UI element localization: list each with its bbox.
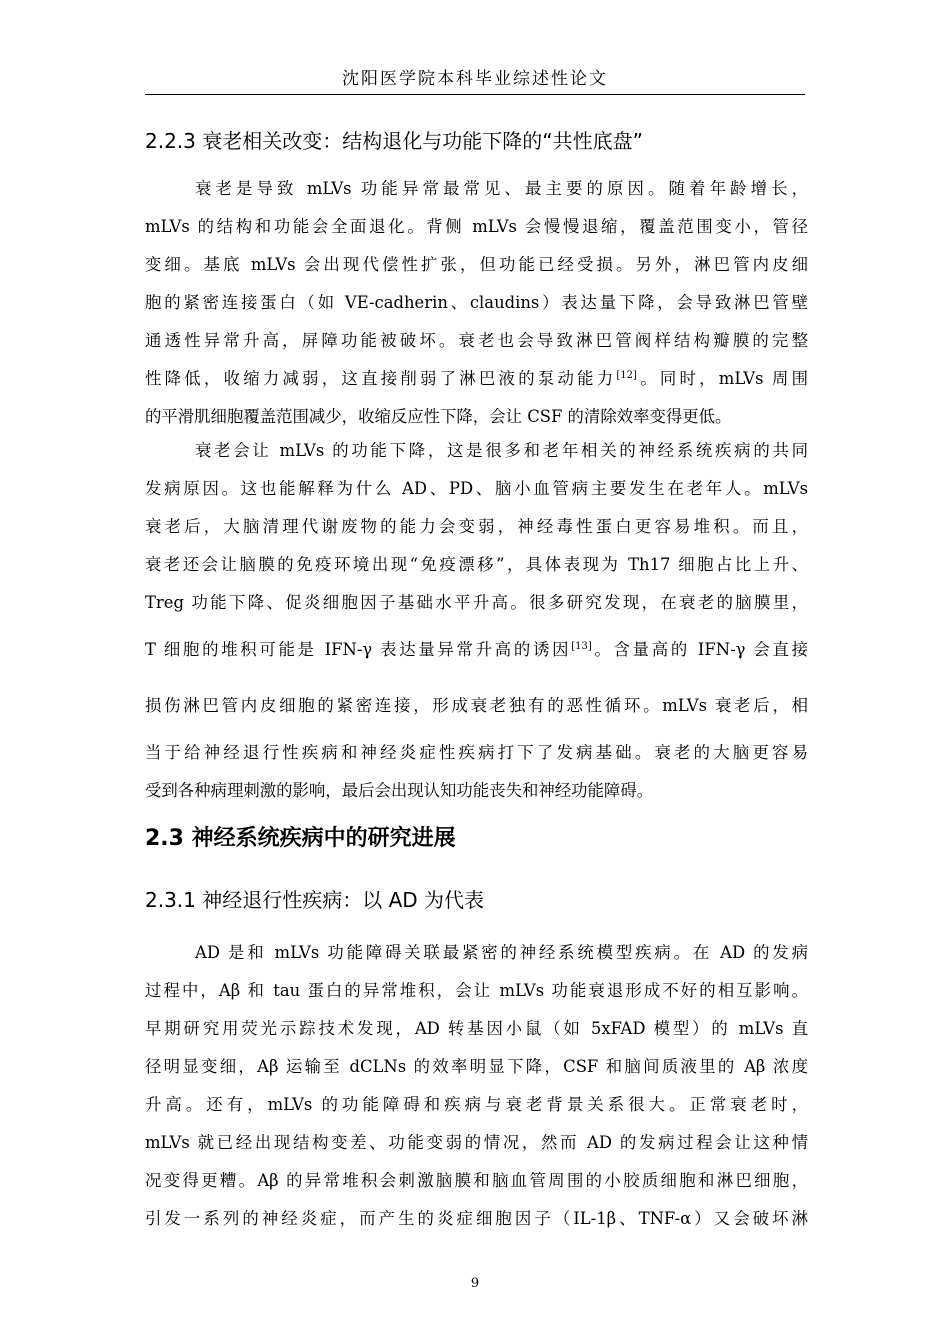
text-line: 况变得更糟。Aβ 的异常堆积会刺激脑膜和脑血管周围的小胶质细胞和淋巴细胞， <box>145 1171 808 1190</box>
text-segment: 。含量高的 IFN-γ 会直接 <box>591 640 808 659</box>
text-line: 的平滑肌细胞覆盖范围减少，收缩反应性下降，会让 CSF 的清除效率变得更低。 <box>145 407 732 426</box>
paragraph-aging-structure <box>145 170 808 436</box>
text-line: 胞的紧密连接蛋白（如 VE-cadherin、claudins）表达量下降，会导致淋巴管壁 <box>145 293 808 312</box>
text-line: 衰老会让 mLVs 的功能下降，这是很多和老年相关的神经系统疾病的共同 <box>195 441 808 460</box>
text-line: 通透性异常升高，屏障功能被破坏。衰老也会导致淋巴管阀样结构瓣膜的完整 <box>145 331 808 350</box>
text-line: AD 是和 mLVs 功能障碍关联最紧密的神经系统模型疾病。在 AD 的发病 <box>195 943 808 962</box>
paragraph-ad <box>145 934 808 1238</box>
text-line: 损伤淋巴管内皮细胞的紧密连接，形成衰老独有的恶性循环。mLVs 衰老后，相 <box>145 696 808 715</box>
text-line: mLVs 就已经出现结构变差、功能变弱的情况，然而 AD 的发病过程会让这种情 <box>145 1133 808 1152</box>
header-divider <box>145 94 805 95</box>
section-heading-2-2-3: 2.2.3 衰老相关改变：结构退化与功能下降的“共性底盘” <box>145 129 643 153</box>
section-heading-2-3: 2.3 神经系统疾病中的研究进展 <box>145 826 456 851</box>
text-line: 衰老还会让脑膜的免疫环境出现“免疫漂移”，具体表现为 Th17 细胞占比上升、 <box>145 555 808 574</box>
citation-ref-12: [12] <box>616 370 637 381</box>
text-line-with-citation <box>145 360 808 398</box>
text-line: 衰老后，大脑清理代谢废物的能力会变弱，神经毒性蛋白更容易堆积。而且， <box>145 517 808 536</box>
text-line: 引发一系列的神经炎症，而产生的炎症细胞因子（IL-1β、TNF-α）又会破坏淋 <box>145 1209 808 1228</box>
text-line: 变细。基底 mLVs 会出现代偿性扩张，但功能已经受损。另外，淋巴管内皮细 <box>145 255 808 274</box>
text-line-with-citation <box>145 622 808 678</box>
text-segment: T 细胞的堆积可能是 IFN-γ 表达量异常升高的诱因 <box>145 640 572 659</box>
text-line: mLVs 的结构和功能会全面退化。背侧 mLVs 会慢慢退缩，覆盖范围变小，管径 <box>145 217 808 236</box>
page-number: 9 <box>470 1276 480 1291</box>
text-line: 早期研究用荧光示踪技术发现，AD 转基因小鼠（如 5xFAD 模型）的 mLVs 直 <box>145 1019 808 1038</box>
text-line: 衰老是导致 mLVs 功能异常最常见、最主要的原因。随着年龄增长， <box>195 179 808 198</box>
text-line: 径明显变细，Aβ 运输至 dCLNs 的效率明显下降，CSF 和脑间质液里的 Aβ 浓度 <box>145 1057 808 1076</box>
text-line: 升高。还有，mLVs 的功能障碍和疾病与衰老背景关系很大。正常衰老时， <box>145 1095 808 1114</box>
text-line: 当于给神经退行性疾病和神经炎症性疾病打下了发病基础。衰老的大脑更容易 <box>145 743 808 762</box>
text-line: Treg 功能下降、促炎细胞因子基础水平升高。很多研究发现，在衰老的脑膜里， <box>145 593 808 612</box>
text-line: 过程中，Aβ 和 tau 蛋白的异常堆积，会让 mLVs 功能衰退形成不好的相互影响。 <box>145 981 808 1000</box>
citation-ref-13: [13] <box>571 641 592 652</box>
paragraph-aging-disease <box>145 432 808 810</box>
text-segment: 性降低，收缩力减弱，这直接削弱了淋巴液的泵动能力 <box>145 369 617 388</box>
text-line: 受到各种病理刺激的影响，最后会出现认知功能丧失和神经功能障碍。 <box>145 781 654 800</box>
section-heading-2-3-1: 2.3.1 神经退行性疾病：以 AD 为代表 <box>145 888 485 912</box>
text-line: 发病原因。这也能解释为什么 AD、PD、脑小血管病主要发生在老年人。mLVs <box>145 479 808 498</box>
text-segment: 。同时，mLVs 周围 <box>636 369 808 388</box>
running-header: 沈阳医学院本科毕业综述性论文 <box>342 69 608 89</box>
